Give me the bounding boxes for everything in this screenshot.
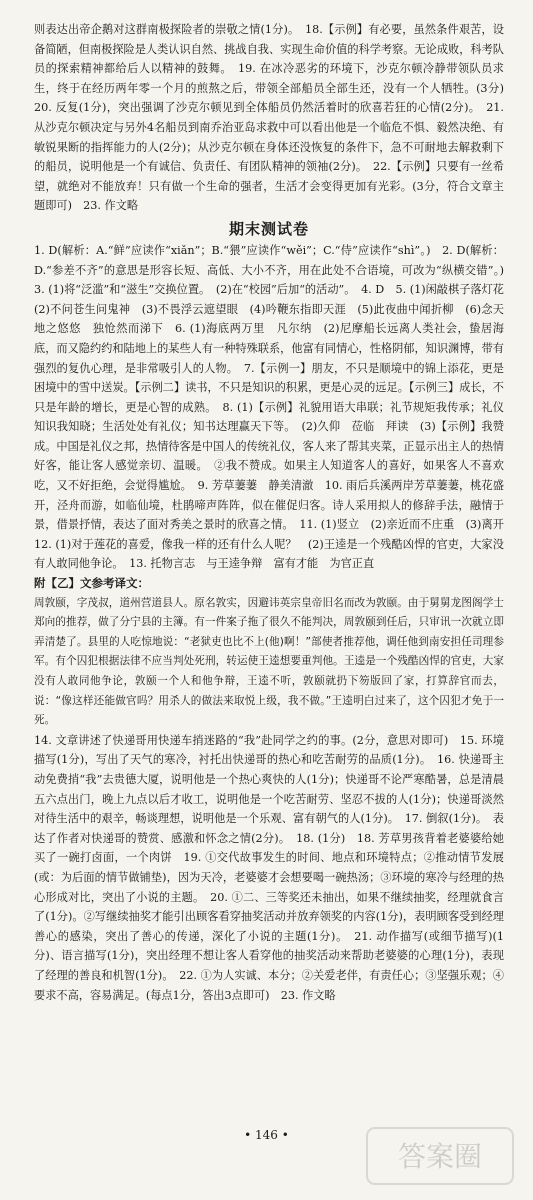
watermark-logo (365, 1126, 515, 1186)
page-number: • 146 • (244, 1128, 289, 1142)
exam-answers: 1. D(解析：A.“鲜”应读作“xiǎn”；B.“猥”应读作“wěi”；C.“侍”应读作“shì”。) 2. D(解析：D.“参差不齐”的意思是形容长短、高低、大小不齐，用在此处不合语境，可改为“纵横交错”。) 3. (1)将“泛滥”和“滋生”交换位置。 (2)在“校园”后加“的活动”。 4. D 5. (1)闲敲棋子落灯花 (2)不问苍生问鬼神 (3)不畏浮云遮望眼 (4)吟鞭东指即天涯 (5)此夜曲中闻折柳 (6)念天地之悠悠 独怆然而涕下 6. (1)海底两万里 凡尔纳 (2)尼摩船长远离人类社会，蛰居海底，而又隐约约和陆地上的某些人有一种特殊联系，他富有同情心，性格阴郁，知识渊博，带有强烈的复仇心理，是非常吸引人的人物。 7.【示例一】朋友，不只是顺境中的锦上添花，更是困境中的雪中送炭。【示例二】读书，不只是知识的积累，更是心灵的远足。【示例三】成长，不只是年龄的增长，更是心智的成熟。 8. (1)【示例】礼貌用语大串联；礼节规矩我传承；礼仪知识我知晓；生活处处有礼仪；知书达理赢天下等。 (2)久仰 莅临 拜读 (3)【示例】我赞成。中国是礼仪之邦，热情待客是中国人的传统礼仪，客人来了帮其夹菜，正显示出主人的热情好客，能让客人感觉亲切、温暖。 ②我不赞成。如果主人知道客人的喜好，如果客人不喜欢吃，又不好拒绝，会觉得尴尬。 9. 芳草萋萋 静美清澈 10. 雨后兵溪两岸芳草萋萋，桃花盛开，泾舟而游，如临仙境，杜鹃啼声阵阵，似在催促归客。诗人采用拟人的修辞手法，融情于景，借景抒情，表达了面对秀美之景时的欣喜之情。 11. (1)竖立 (2)亲近而不庄重 (3)离开 12. (1)对于莲花的喜爱，像我一样的还有什么人呢？ (2)王逵是一个残酷凶悍的官吏，大家没有人敢同他争论。 13. 托物言志 与王逵争辩 富有才能 为官正直 (34, 243, 516, 571)
answer-paragraph-top: 则表达出帝企鹅对这群南极探险者的崇敬之情(1分)。 18.【示例】有必要，虽然条件艰苦，设备简陋，但南极探险是人类认识自然、挑战自我、实现生命价值的科学考察。无论成败，科考队员的探索精神都给后人以精神的鼓舞。 19. 在冰冷恶劣的环境下，沙克尔顿冷静带领队员求生，终于在经历两年零一个月的煎熬之后，带领全部船员全部生还，没有一个人牺牲。(3分) 20. 反复(1分)，突出强调了沙克尔顿见到全体船员仍然活着时的欣喜若狂的心情(2分)。 21. 从沙克尔顿决定与另外4名船员到南乔治亚岛求救中可以看出他是一个临危不惧、毅然决绝、有敏锐果断的指挥能力的人(2分)；从沙克尔顿在身体还没恢复的条件下，急不可耐地去解救剩下的船员，说明他是一个有诚信、负责任、有团队精神的领袖(2分)。 22.【示例】只要有一丝希望，就绝对不能放弃！只有做一个生命的强者，生活才会变得更加有光彩。(3分，符合文章主题即可) 23. 作文略 (34, 23, 516, 213)
watermark-text: 答案圈 (397, 1140, 483, 1173)
answer-paragraph-bottom: 14. 文章讲述了快递哥用快递车捎迷路的“我”赴同学之约的事。(2分，意思对即可) 15. 环境描写(1分)，写出了天气的寒冷，衬托出快递哥的热心和吃苦耐劳的品质(1分)。 16. 快递哥主动免费捎“我”去贵德大厦，说明他是一个热心爽快的人(1分)；快递哥不论严寒酷暑，总是清晨五六点出门，晚上九点以后才收工，说明他是一个吃苦耐劳、坚忍不拔的人(1分)；快递哥淡然对待生活中的艰辛，畅谈理想，说明他是一个乐观、富有朝气的人(1分)。 17. 倒叙(1分)。 表达了作者对快递哥的赞赏、感激和怀念之情(2分)。 18. (1分) 18. 芳草男孩背着老婆婆给她买了一碗打卤面，一个肉饼 19. ①交代故事发生的时间、地点和环境特点；②推动情节发展(或：为后面的情节做铺垫)，因为天冷，老婆婆才会想要喝一碗热汤；③环境的寒冷与经理的热心形成对比，突出了小说的主题。 20. ①二、三等奖还未抽出，如果不继续抽奖，经理就食言了(1分)。②写继续抽奖才能引出顾客看穿抽奖活动并放弃领奖的内容(1分)，表明顾客受到经理善心的感染，突出了善心的传递，深化了小说的主题(1分)。 21. 动作描写(或细节描写)(1分)、语言描写(1分)，突出经理不想让客人看穿他的抽奖活动来帮助老婆婆的心理(1分)，表现了经理的善良和机智(1分)。 22. ①为人实诚、本分；②关爱老伴，有责任心；③坚强乐观；④要求不高，容易满足。(每点1分，答出3点即可) 23. 作文略 (34, 733, 504, 1002)
translation-title: 附【乙】文参考译文： (34, 576, 149, 591)
answer-page (34, 20, 516, 1005)
section-title: 期末测试卷 (228, 219, 309, 238)
translation-text: 周敦颐，字茂叔，道州营道县人。原名敦实，因避讳英宗皇帝旧名而改为敦颐。由于舅舅龙图阁学士郑向的推荐，做了分宁县的主簿。有一件案子拖了很久不能判决，周敦颐到任后，只审讯一次就立即弄清楚了。县里的人吃惊地说：“老狱吏也比不上(他)啊！”部使者推荐他，调任他到南安担任司理参军。有个囚犯根据法律不应当判处死刑，转运使王逵想要重判他。王逵是一个残酷凶悍的官吏，大家没有人敢同他争论，敦颐一个人和他争辩，王逵不听，敦颐就扔下笏版回了家，打算辞官而去，说：“像这样还能做官吗？用杀人的做法来取悦上级，我不做。”王逵明白过来了，这个囚犯才免于一死。 (34, 596, 504, 727)
